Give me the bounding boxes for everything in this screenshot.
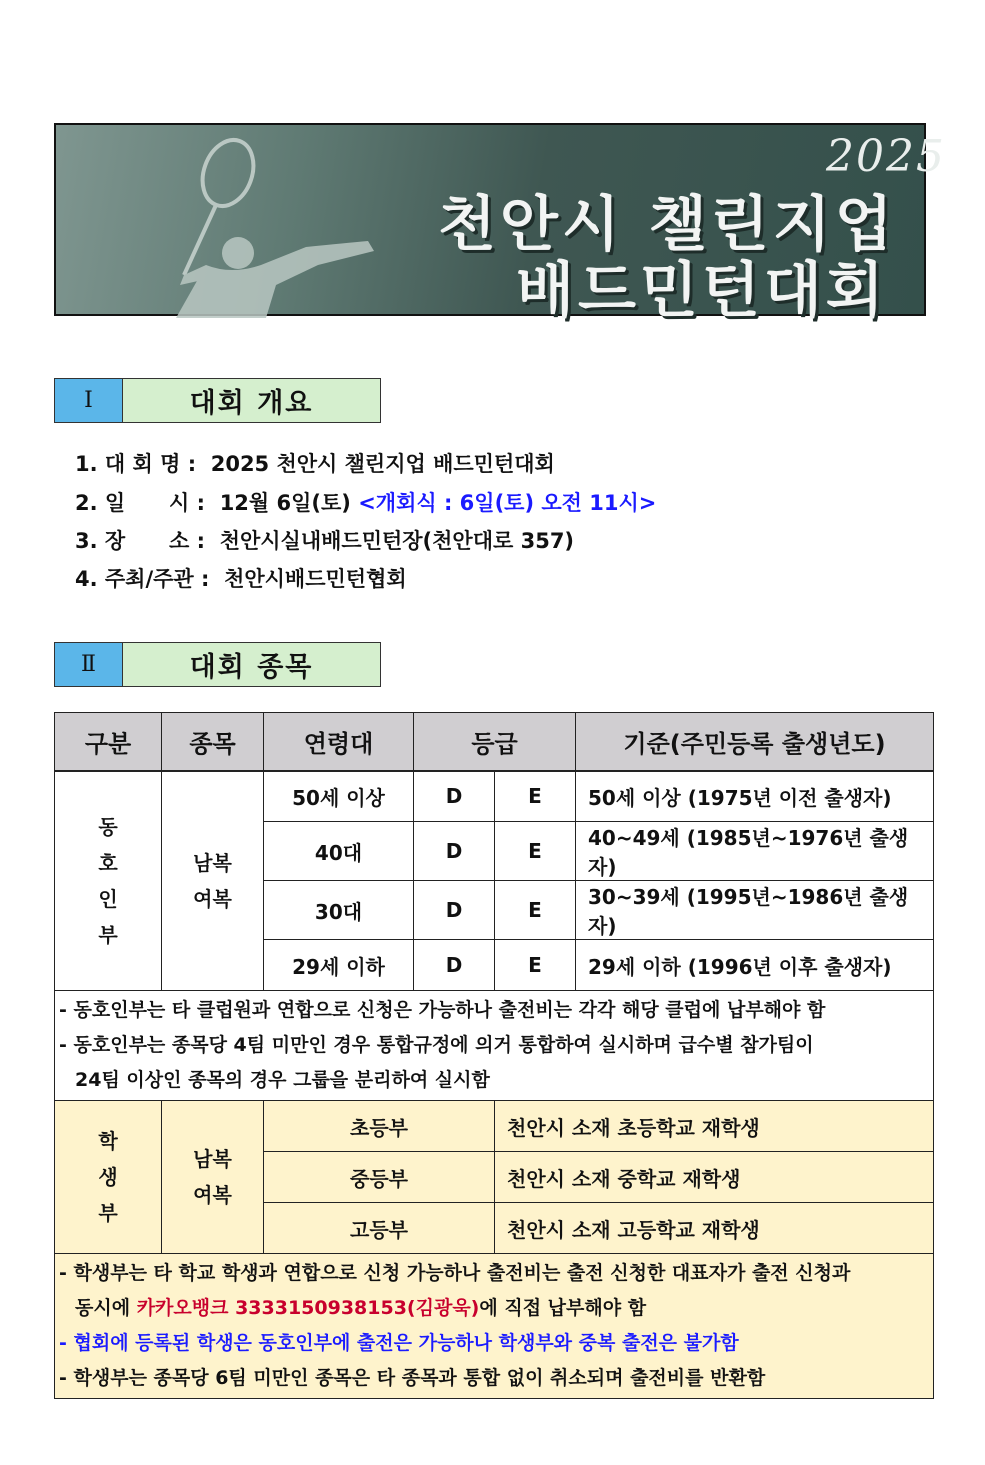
note-line: - 동호인부는 타 클럽원과 연합으로 신청은 가능하나 출전비는 각각 해당 클럽에 납부해야 함 [59,999,826,1021]
level-cell: 중등부 [264,1152,495,1203]
events-table [54,712,934,1399]
overview-item-date [75,487,656,517]
overview-item-host [75,563,407,593]
title-banner [54,123,946,326]
standard-cell: 30~39세 (1995년~1986년 출생자) [576,881,934,940]
section-number: Ⅰ [55,379,123,422]
opening-ceremony-note: <개회식 : 6일(토) 오전 11시> [358,491,657,515]
overview-label: 1. 대 회 명 : [75,452,197,476]
note-line: - 동호인부는 종목당 4팀 미만인 경우 통합규정에 의거 통합하여 실시하며 급수별 참가팀이 [59,1034,814,1056]
banner-year: 2025 [826,131,946,182]
age-cell: 29세 이하 [264,940,414,991]
section-header-events [54,642,381,687]
grade-cell: E [495,822,576,881]
overview-label: 4. 주최/주관 : [75,567,210,591]
grade-cell: D [414,771,495,822]
student-events: 남복 여복 [162,1101,264,1254]
section-title: 대회 개요 [123,379,380,422]
header-standard: 기준(주민등록 출생년도) [576,713,934,771]
note-line: - 협회에 등록된 학생은 동호인부에 출전은 가능하나 학생부와 중복 출전은 불가함 [59,1332,739,1354]
header-event: 종목 [162,713,264,771]
standard-cell: 천안시 소재 중학교 재학생 [495,1152,934,1203]
section-header-overview [54,378,381,423]
grade-cell: E [495,940,576,991]
standard-cell: 29세 이하 (1996년 이후 출생자) [576,940,934,991]
standard-cell: 천안시 소재 초등학교 재학생 [495,1101,934,1152]
section-number: Ⅱ [55,643,123,686]
bank-account: 카카오뱅크 3333150938153(김광욱) [136,1297,480,1319]
age-cell: 50세 이상 [264,771,414,822]
club-notes-row [55,991,934,1101]
overview-value: 2025 천안시 챌린지업 배드민턴대회 [210,452,555,476]
student-notes [55,1254,934,1399]
overview-value: 12월 6일(토) [219,491,351,515]
standard-cell: 천안시 소재 고등학교 재학생 [495,1203,934,1254]
grade-cell: D [414,822,495,881]
table-header-row [55,713,934,771]
student-notes-row [55,1254,934,1399]
note-line: - 학생부는 타 학교 학생과 연합으로 신청 가능하나 출전비는 출전 신청한 대표자가 출전 신청과 [59,1262,851,1284]
badminton-player-icon [56,125,456,318]
header-grade: 등급 [414,713,576,771]
club-division-label: 동 호 인 부 [55,771,162,991]
club-notes [55,991,934,1101]
club-events: 남복 여복 [162,771,264,991]
grade-cell: D [414,940,495,991]
table-row [55,1101,934,1152]
overview-value: 천안시배드민턴협회 [224,567,407,591]
section-title: 대회 종목 [123,643,380,686]
grade-cell: E [495,881,576,940]
standard-cell: 40~49세 (1985년~1976년 출생자) [576,822,934,881]
header-category: 구분 [55,713,162,771]
standard-cell: 50세 이상 (1975년 이전 출생자) [576,771,934,822]
grade-cell: E [495,771,576,822]
student-division-label: 학 생 부 [55,1101,162,1254]
age-cell: 30대 [264,881,414,940]
age-cell: 40대 [264,822,414,881]
header-age: 연령대 [264,713,414,771]
banner-title-line2: 배드민턴대회 [516,256,888,326]
note-line: - 학생부는 종목당 6팀 미만인 종목은 타 종목과 통합 없이 취소되며 출전비를 반환함 [59,1367,766,1389]
note-line: 동시에 카카오뱅크 3333150938153(김광욱)에 직접 납부해야 함 [75,1297,647,1319]
banner-title-line1: 천안시 챌린지업 [438,190,897,260]
overview-label: 2. 일 시 : [75,491,206,515]
level-cell: 초등부 [264,1101,495,1152]
overview-item-name [75,448,555,478]
overview-label: 3. 장 소 : [75,529,206,553]
overview-item-venue [75,525,574,555]
note-line: 24팀 이상인 종목의 경우 그룹을 분리하여 실시함 [75,1069,490,1091]
grade-cell: D [414,881,495,940]
level-cell: 고등부 [264,1203,495,1254]
table-row [55,771,934,822]
overview-value: 천안시실내배드민턴장(천안대로 357) [219,529,575,553]
